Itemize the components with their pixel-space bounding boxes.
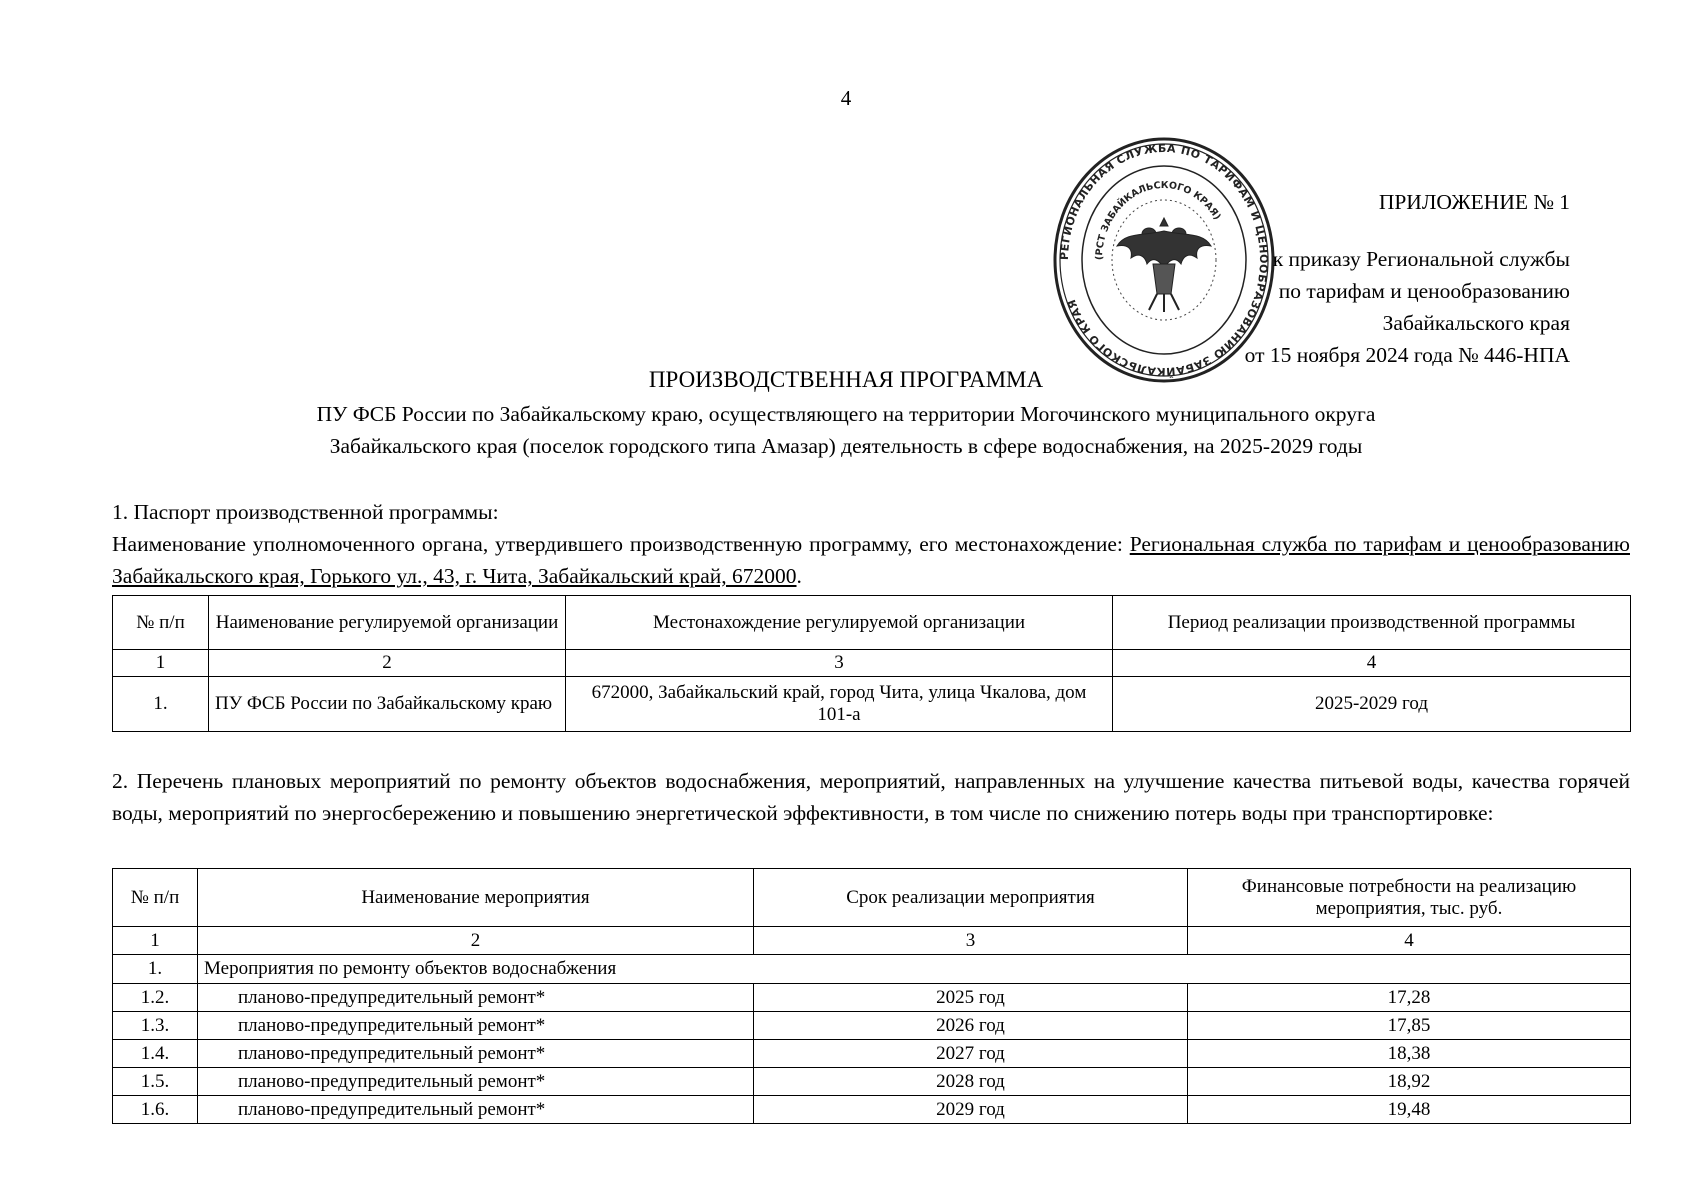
table-row: [113, 1096, 1631, 1124]
seal-inner-text: (РСТ ЗАБАЙКАЛЬСКОГО КРАЯ): [1093, 179, 1223, 261]
term-cell: 2029 год: [754, 1096, 1188, 1124]
header-cell: Финансовые потребности на реализацию мероприятия, тыс. руб.: [1188, 869, 1631, 927]
authority-paragraph: [112, 528, 1630, 592]
appendix-line-4: от 15 ноября 2024 года № 446-НПА: [1244, 343, 1570, 367]
term-cell: 2026 год: [754, 1012, 1188, 1040]
cost-cell: 17,85: [1188, 1012, 1631, 1040]
page-number: 4: [840, 86, 852, 110]
measure-name-cell: планово-предупредительный ремонт*: [198, 1068, 754, 1096]
header-cell: № п/п: [113, 596, 209, 650]
header-cell: № п/п: [113, 869, 198, 927]
measures-table: [112, 868, 1631, 1124]
authority-label: Наименование уполномоченного органа, утвердившего производственную программу, его местонахождение:: [112, 532, 1130, 556]
term-cell: 2027 год: [754, 1040, 1188, 1068]
location-cell: 672000, Забайкальский край, город Чита, улица Чкалова, дом 101-а: [566, 677, 1113, 732]
appendix-line-3: Забайкальского края: [1382, 311, 1570, 335]
table-row: [113, 1040, 1631, 1068]
organization-cell: ПУ ФСБ России по Забайкальскому краю: [209, 677, 566, 732]
passport-table: [112, 595, 1631, 732]
program-subtitle-line-2: Забайкальского края (поселок городского типа Амазар) деятельность в сфере водоснабжения, на 2025-2029 годы: [329, 434, 1363, 458]
term-cell: 2025 год: [754, 984, 1188, 1012]
group-name-cell: Мероприятия по ремонту объектов водоснабжения: [198, 955, 1631, 984]
cost-cell: 18,38: [1188, 1040, 1631, 1068]
column-number-cell: 3: [566, 650, 1113, 677]
appendix-title: ПРИЛОЖЕНИЕ № 1: [1378, 190, 1570, 214]
table-header-row: [113, 869, 1631, 927]
group-row: [113, 955, 1631, 984]
row-number-cell: 1.2.: [113, 984, 198, 1012]
measure-name-cell: планово-предупредительный ремонт*: [198, 984, 754, 1012]
measure-name-cell: планово-предупредительный ремонт*: [198, 1040, 754, 1068]
row-number-cell: 1.3.: [113, 1012, 198, 1040]
row-number-cell: 1.: [113, 677, 209, 732]
column-number-cell: 2: [198, 927, 754, 955]
period-cell: 2025-2029 год: [1113, 677, 1631, 732]
column-number-row: [113, 927, 1631, 955]
column-number-cell: 4: [1188, 927, 1631, 955]
eagle-emblem-icon: [1117, 218, 1211, 312]
column-number-row: [113, 650, 1631, 677]
column-number-cell: 1: [113, 927, 198, 955]
measure-name-cell: планово-предупредительный ремонт*: [198, 1096, 754, 1124]
table-row: [113, 677, 1631, 732]
section-2-heading: 2. Перечень плановых мероприятий по ремонту объектов водоснабжения, мероприятий, направленных на улучшение качества питьевой воды, качества горячей воды, мероприятий по энергосбережению и повышению энергетической эффективности, в том числе по снижению потерь воды при транспортировке:: [112, 769, 1630, 825]
cost-cell: 19,48: [1188, 1096, 1631, 1124]
authority-value: Региональная служба по тарифам и ценообразованию Забайкальского края, Горького ул., 43, г. Чита, Забайкальский край, 672000: [112, 532, 1630, 588]
header-cell: Наименование регулируемой организации: [209, 596, 566, 650]
table-row: [113, 1068, 1631, 1096]
section-1-heading: 1. Паспорт производственной программы:: [112, 500, 499, 524]
program-subtitle-line-1: ПУ ФСБ России по Забайкальскому краю, осуществляющего на территории Могочинского муниципального округа: [316, 402, 1376, 426]
term-cell: 2028 год: [754, 1068, 1188, 1096]
seal-outer-text: РЕГИОНАЛЬНАЯ СЛУЖБА ПО ТАРИФАМ И ЦЕНООБРАЗОВАНИЮ ЗАБАЙКАЛЬСКОГО КРАЯ: [1057, 141, 1271, 379]
table-row: [113, 984, 1631, 1012]
cost-cell: 17,28: [1188, 984, 1631, 1012]
header-cell: Период реализации производственной программы: [1113, 596, 1631, 650]
header-cell: Срок реализации мероприятия: [754, 869, 1188, 927]
row-number-cell: 1.: [113, 955, 198, 984]
header-cell: Наименование мероприятия: [198, 869, 754, 927]
column-number-cell: 1: [113, 650, 209, 677]
table-header-row: [113, 596, 1631, 650]
appendix-line-1: к приказу Региональной службы: [1272, 247, 1570, 271]
column-number-cell: 2: [209, 650, 566, 677]
column-number-cell: 4: [1113, 650, 1631, 677]
row-number-cell: 1.5.: [113, 1068, 198, 1096]
row-number-cell: 1.4.: [113, 1040, 198, 1068]
cost-cell: 18,92: [1188, 1068, 1631, 1096]
appendix-line-2: по тарифам и ценообразованию: [1278, 279, 1570, 303]
measure-name-cell: планово-предупредительный ремонт*: [198, 1012, 754, 1040]
column-number-cell: 3: [754, 927, 1188, 955]
official-seal: [1053, 136, 1275, 384]
program-title: ПРОИЗВОДСТВЕННАЯ ПРОГРАММА: [648, 367, 1044, 392]
header-cell: Местонахождение регулируемой организации: [566, 596, 1113, 650]
table-row: [113, 1012, 1631, 1040]
authority-end: .: [796, 564, 802, 588]
row-number-cell: 1.6.: [113, 1096, 198, 1124]
